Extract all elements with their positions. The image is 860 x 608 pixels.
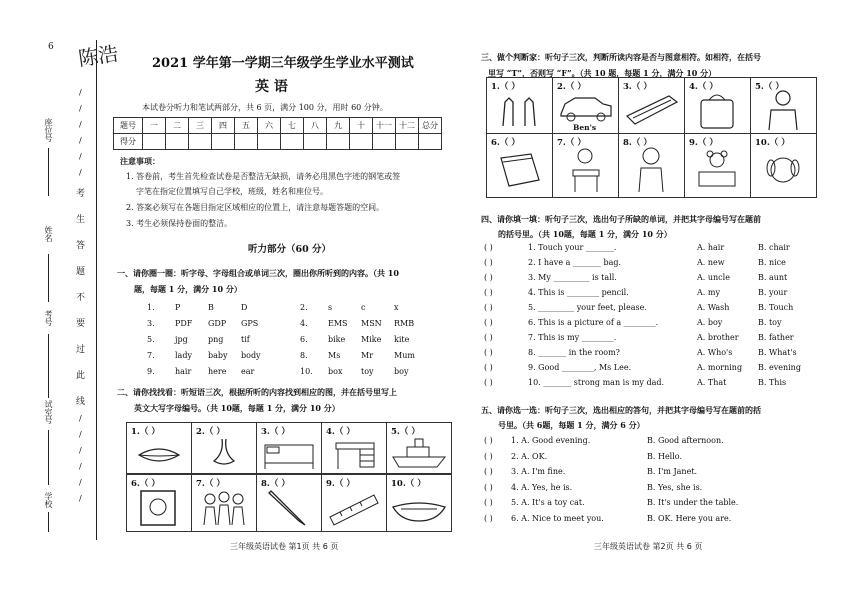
note-line: 2. 答案必须写在各题目指定区域相应的位置上，请注意每题答题的空间。 (126, 203, 385, 212)
pen-icon (257, 475, 321, 531)
choice-option[interactable]: s (328, 303, 333, 312)
item-number: 8.（ ） (261, 479, 290, 489)
score-header-cell: 二 (166, 118, 189, 134)
item-number: 9.（ ） (326, 479, 355, 489)
choice-option[interactable]: GDP (208, 319, 227, 328)
choice-option[interactable]: toy (361, 367, 374, 376)
school-line (48, 512, 49, 532)
notes-title: 注意事项： (120, 156, 160, 166)
warning-char: 答 (76, 241, 86, 251)
score-cell[interactable] (327, 134, 350, 150)
answer-bracket[interactable]: ( ) (484, 258, 493, 267)
choice-b[interactable]: B. I'm Janet. (647, 467, 698, 476)
item-number: 3.（ ） (623, 82, 652, 92)
score-header-cell: 十一 (373, 118, 396, 134)
choice-option[interactable]: here (208, 367, 227, 376)
signature: 陈浩 (76, 41, 120, 71)
section1-title: 一、请你圈一圈：听字母、字母组合或单词三次，圈出你所听到的内容。（共 10 (117, 268, 399, 278)
picture-cell (619, 134, 685, 197)
warning-char: 不 (76, 293, 86, 303)
picture-cell (127, 475, 192, 531)
choice-option[interactable]: MSN (361, 319, 382, 328)
choice-option[interactable]: Mike (361, 335, 382, 344)
choice-a[interactable]: A. Wash (697, 303, 730, 312)
page-footer-right: 三年级英语试卷 第2页 共 6 页 (594, 542, 703, 551)
choice-option[interactable]: x (394, 303, 399, 312)
choice-option[interactable]: kite (394, 335, 410, 344)
score-header-cell: 八 (304, 118, 327, 134)
choice-a[interactable]: A. hair (697, 243, 725, 252)
item-number: 7.（ ） (196, 479, 225, 489)
item-number: 10.（ ） (755, 138, 790, 148)
bed-icon (257, 423, 321, 473)
item-number: 8. (300, 351, 308, 360)
picture-cell (387, 475, 451, 531)
score-cell[interactable] (304, 134, 327, 150)
dog-on-chair-icon (553, 134, 618, 197)
dog-icon (751, 134, 816, 197)
picture-cell (685, 78, 751, 133)
room-line (48, 430, 49, 485)
choice-a[interactable]: A. uncle (697, 273, 730, 282)
item-number: 4.（ ） (326, 427, 355, 437)
choice-option[interactable]: RMB (394, 319, 415, 328)
section5-title: 五、请你选一选：听句子三次，选出相应的答句，并把其字母编号写在题前的括 (481, 405, 761, 415)
answer-bracket[interactable]: ( ) (484, 363, 493, 372)
picture-cell (685, 134, 751, 197)
picture-cell (192, 475, 257, 531)
choice-option[interactable]: PDF (175, 319, 193, 328)
item-number: 10.（ ） (391, 479, 426, 489)
photo-icon (127, 475, 191, 531)
choice-b[interactable]: B. father (758, 333, 794, 342)
section4-title: 四、请你填一填：听句子三次，选出句子所缺的单词，并把其字母编号写在题前 (481, 214, 761, 224)
score-value-row (114, 134, 442, 150)
section3-title-cont: 里写 “T”，否则写 “F”。（共 10 题，每题 1 分，满分 10 分） (488, 68, 717, 78)
choice-a[interactable]: A. brother (697, 333, 739, 342)
question-text: 4. This is ________ pencil. (528, 288, 629, 297)
binding-line (96, 40, 97, 540)
section3-pictures-row2 (486, 133, 817, 198)
item-number: 9. (147, 367, 155, 376)
section2-title: 二、请你找找看：听短语三次，根据所听的内容找到相应的图，并在括号里写上 (117, 387, 397, 397)
choice-option[interactable]: c (361, 303, 366, 312)
score-cell[interactable] (396, 134, 419, 150)
choice-a[interactable]: A. new (697, 258, 725, 267)
name-label: 姓名 (44, 226, 53, 242)
choice-option[interactable]: B (208, 303, 214, 312)
choice-a[interactable]: 6. A. Nice to meet you. (511, 513, 604, 523)
item-number: 7. (147, 351, 155, 360)
question-text: 10. _______ strong man is my dad. (528, 378, 665, 387)
choice-option[interactable]: lady (175, 351, 192, 360)
item-number: 3. (147, 319, 155, 328)
item-number: 6.（ ） (131, 479, 160, 489)
item-number: 6.（ ） (491, 138, 520, 148)
picture-cell (387, 423, 451, 473)
choice-option[interactable]: jpg (175, 335, 188, 344)
picture-cell (751, 78, 816, 133)
warning-char: 过 (76, 345, 86, 355)
choice-option[interactable]: Ms (328, 351, 341, 360)
answer-bracket[interactable]: ( ) (484, 467, 493, 476)
item-number: 5.（ ） (391, 427, 420, 437)
answer-bracket[interactable]: ( ) (484, 333, 493, 342)
grandpa-icon (619, 134, 684, 197)
choice-b[interactable]: B. aunt (758, 273, 788, 282)
section2-title-cont: 英文大写字母编号。（共 10题，每题 1 分，满分 10 分） (134, 403, 340, 413)
choice-option[interactable]: hair (175, 367, 192, 376)
question-text: 9. Good ________, Ms Lee. (528, 363, 632, 372)
choice-option[interactable]: tif (241, 335, 250, 344)
choice-option[interactable]: P (175, 303, 181, 312)
picture-cell (322, 475, 387, 531)
picture-cell (619, 78, 685, 133)
item-number: 2.（ ） (196, 427, 225, 437)
choice-a[interactable]: 1. A. Good evening. (511, 436, 591, 445)
name-line (48, 254, 49, 302)
choice-option[interactable]: GPS (241, 319, 259, 328)
choice-b[interactable]: B. Yes, she is. (647, 482, 703, 492)
car-caption: Ben's (573, 123, 597, 132)
score-header-cell: 总分 (419, 118, 442, 134)
score-header-cell: 十二 (396, 118, 419, 134)
score-cell[interactable] (281, 134, 304, 150)
choice-a[interactable]: 5. A. It's a toy cat. (511, 498, 585, 507)
answer-bracket[interactable]: ( ) (484, 318, 493, 327)
score-header-cell: 六 (258, 118, 281, 134)
seat-line (48, 148, 49, 196)
picture-cell (127, 423, 192, 473)
ruler-icon (322, 475, 386, 531)
answer-bracket[interactable]: ( ) (484, 378, 493, 387)
picture-cell (257, 423, 322, 473)
score-table (113, 117, 442, 150)
section5-title-cont: 号里。（共 6题，每题 1 分，满分 6 分） (498, 420, 645, 430)
warning-char: 考 (76, 189, 86, 199)
school-label: 学校 (44, 492, 53, 508)
answer-bracket[interactable]: ( ) (484, 273, 493, 282)
answer-bracket[interactable]: ( ) (484, 482, 493, 492)
warning-char: 线 (76, 397, 86, 407)
item-number: 1. (147, 303, 155, 312)
choice-option[interactable]: baby (208, 351, 228, 360)
bag-icon (685, 78, 750, 133)
room-label: 试室号 (44, 400, 53, 424)
section2-pictures-row2 (126, 474, 452, 532)
warning-char: 此 (76, 371, 86, 381)
warning-char: 题 (76, 267, 86, 277)
warning-char: 要 (76, 319, 86, 329)
score-cell[interactable] (350, 134, 373, 150)
note-line: 1. 答卷前，考生首先检查试卷是否整洁无缺损，请务必用黑色字迹的钢笔或签 (126, 172, 401, 181)
nose-icon (192, 423, 256, 473)
question-text: 1. Touch your _______. (528, 243, 617, 252)
choice-a[interactable]: A. Who's (697, 348, 733, 357)
score-cell[interactable] (189, 134, 212, 150)
score-header-cell: 四 (212, 118, 235, 134)
score-header-cell: 九 (327, 118, 350, 134)
section2-pictures-row1 (126, 422, 452, 474)
choice-option[interactable]: Mr (361, 351, 374, 360)
choice-a[interactable]: 2. A. OK. (511, 451, 548, 461)
picture-cell (487, 134, 553, 197)
lips-icon (127, 423, 191, 473)
item-number: 7.（ ） (557, 138, 586, 148)
item-number: 1.（ ） (131, 427, 160, 437)
item-number: 4.（ ） (689, 82, 718, 92)
note-line: 3. 考生必须保持卷面的整洁。 (126, 219, 233, 228)
section3-title: 三、做个判断家：听句子三次，判断所读内容是否与图意相符。如相符，在括号 (481, 52, 761, 62)
answer-bracket[interactable]: ( ) (484, 348, 493, 357)
score-cell[interactable] (258, 134, 281, 150)
answer-bracket[interactable]: ( ) (484, 243, 493, 252)
score-cell[interactable] (235, 134, 258, 150)
answer-bracket[interactable]: ( ) (484, 451, 493, 461)
choice-option[interactable]: ear (241, 367, 255, 376)
item-number: 8.（ ） (623, 138, 652, 148)
man-icon (751, 78, 816, 133)
item-number: 5. (147, 335, 155, 344)
question-text: 8. _______ in the room? (528, 348, 620, 357)
choice-a[interactable]: A. boy (697, 318, 723, 327)
ship-icon (387, 423, 451, 473)
exam-number-label: 考号 (44, 310, 53, 326)
choice-b[interactable]: B. your (758, 288, 788, 297)
choice-option[interactable]: boy (394, 367, 409, 376)
item-number: 10. (300, 367, 313, 376)
desk-icon (322, 423, 386, 473)
item-number: 2.（ ） (557, 82, 586, 92)
section1-title-cont: 题，每题 1 分，满分 10 分） (134, 284, 242, 294)
book-icon (487, 134, 552, 197)
subject-title: 英 语 (255, 79, 288, 95)
score-header-cell: 一 (143, 118, 166, 134)
score-header-cell: 三 (189, 118, 212, 134)
score-header-cell: 五 (235, 118, 258, 134)
item-number: 5.（ ） (755, 82, 784, 92)
picture-cell (192, 423, 257, 473)
score-cell[interactable] (419, 134, 442, 150)
answer-bracket[interactable]: ( ) (484, 436, 493, 445)
choice-b[interactable]: B. This (758, 378, 787, 387)
choice-b[interactable]: B. OK. Here you are. (647, 513, 732, 523)
question-text: 6. This is a picture of a ________. (528, 318, 659, 327)
picture-cell (553, 134, 619, 197)
choice-option[interactable]: png (208, 335, 224, 344)
page-footer-left: 三年级英语试卷 第1页 共 6 页 (230, 542, 339, 551)
question-text: 2. I have a _______ bag. (528, 258, 622, 267)
choice-option[interactable]: Mum (394, 351, 415, 360)
choice-a[interactable]: A. my (697, 288, 720, 297)
item-number: 3.（ ） (261, 427, 290, 437)
picture-cell (751, 134, 816, 197)
choice-option[interactable]: EMS (328, 319, 348, 328)
question-text: 7. This is my ________. (528, 333, 617, 342)
choice-b[interactable]: B. evening (758, 363, 801, 372)
choice-b[interactable]: B. Touch (758, 303, 794, 312)
choice-a[interactable]: A. That (697, 378, 727, 387)
score-header-row (114, 118, 442, 134)
choice-option[interactable]: body (241, 351, 261, 360)
hands-icon (487, 78, 552, 133)
choice-a[interactable]: 4. A. Yes, he is. (511, 482, 573, 492)
score-cell[interactable] (166, 134, 189, 150)
picture-cell (487, 78, 553, 133)
score-header-cell: 七 (281, 118, 304, 134)
question-text: 5. _________ your feet, please. (528, 303, 647, 312)
pencil-box-icon (619, 78, 684, 133)
question-text: 3. My _________ is tall. (528, 273, 617, 282)
boat-icon (387, 475, 451, 531)
section3-pictures-row1 (486, 77, 817, 134)
seat-label: 座位号 (44, 118, 53, 142)
choice-b[interactable]: B. It's under the table. (647, 498, 739, 507)
choice-option[interactable]: box (328, 367, 343, 376)
score-cell[interactable] (143, 134, 166, 150)
answer-bracket[interactable]: ( ) (484, 498, 493, 507)
item-number: 6. (300, 335, 308, 344)
listening-title: 听力部分（60 分） (248, 244, 332, 255)
picture-cell (553, 78, 619, 133)
teddy-bear-icon (685, 134, 750, 197)
score-cell[interactable] (212, 134, 235, 150)
exam-number-line (48, 334, 49, 398)
item-number: 9.（ ） (689, 138, 718, 148)
family-icon (192, 475, 256, 531)
answer-bracket[interactable]: ( ) (484, 513, 493, 523)
item-number: 4. (300, 319, 308, 328)
answer-bracket[interactable]: ( ) (484, 303, 493, 312)
warning-char: 生 (76, 215, 86, 225)
answer-bracket[interactable]: ( ) (484, 288, 493, 297)
choice-option[interactable]: D (241, 303, 248, 312)
corner-mark: 6 (48, 42, 54, 52)
picture-cell (322, 423, 387, 473)
choice-a[interactable]: 3. A. I'm fine. (511, 467, 566, 476)
picture-cell (257, 475, 322, 531)
item-number: 2. (300, 303, 308, 312)
choice-b[interactable]: B. What's (758, 348, 797, 357)
choice-a[interactable]: A. morning (697, 363, 743, 372)
score-header-cell: 题号 (114, 118, 143, 134)
note-line: 字笔在指定位置填写自己学校，班级，姓名和座位号。 (136, 187, 328, 196)
exam-intro: 本试卷分听力和笔试两部分，共 6 页，满分 100 分，用时 60 分钟。 (142, 103, 388, 112)
choice-b[interactable]: B. Hello. (647, 451, 683, 461)
score-cell[interactable] (373, 134, 396, 150)
choice-b[interactable]: B. nice (758, 258, 786, 267)
choice-b[interactable]: B. toy (758, 318, 782, 327)
item-number: 1.（ ） (491, 82, 520, 92)
score-label-cell: 得分 (114, 134, 143, 150)
choice-b[interactable]: B. chair (758, 243, 790, 252)
choice-option[interactable]: bike (328, 335, 346, 344)
exam-title: 2021 学年第一学期三年级学生学业水平测试 (152, 56, 414, 71)
score-header-cell: 十 (350, 118, 373, 134)
section4-title-cont: 的括号里。（共 10题，每题 1 分，满分 10 分） (498, 229, 672, 239)
choice-b[interactable]: B. Good afternoon. (647, 436, 724, 445)
